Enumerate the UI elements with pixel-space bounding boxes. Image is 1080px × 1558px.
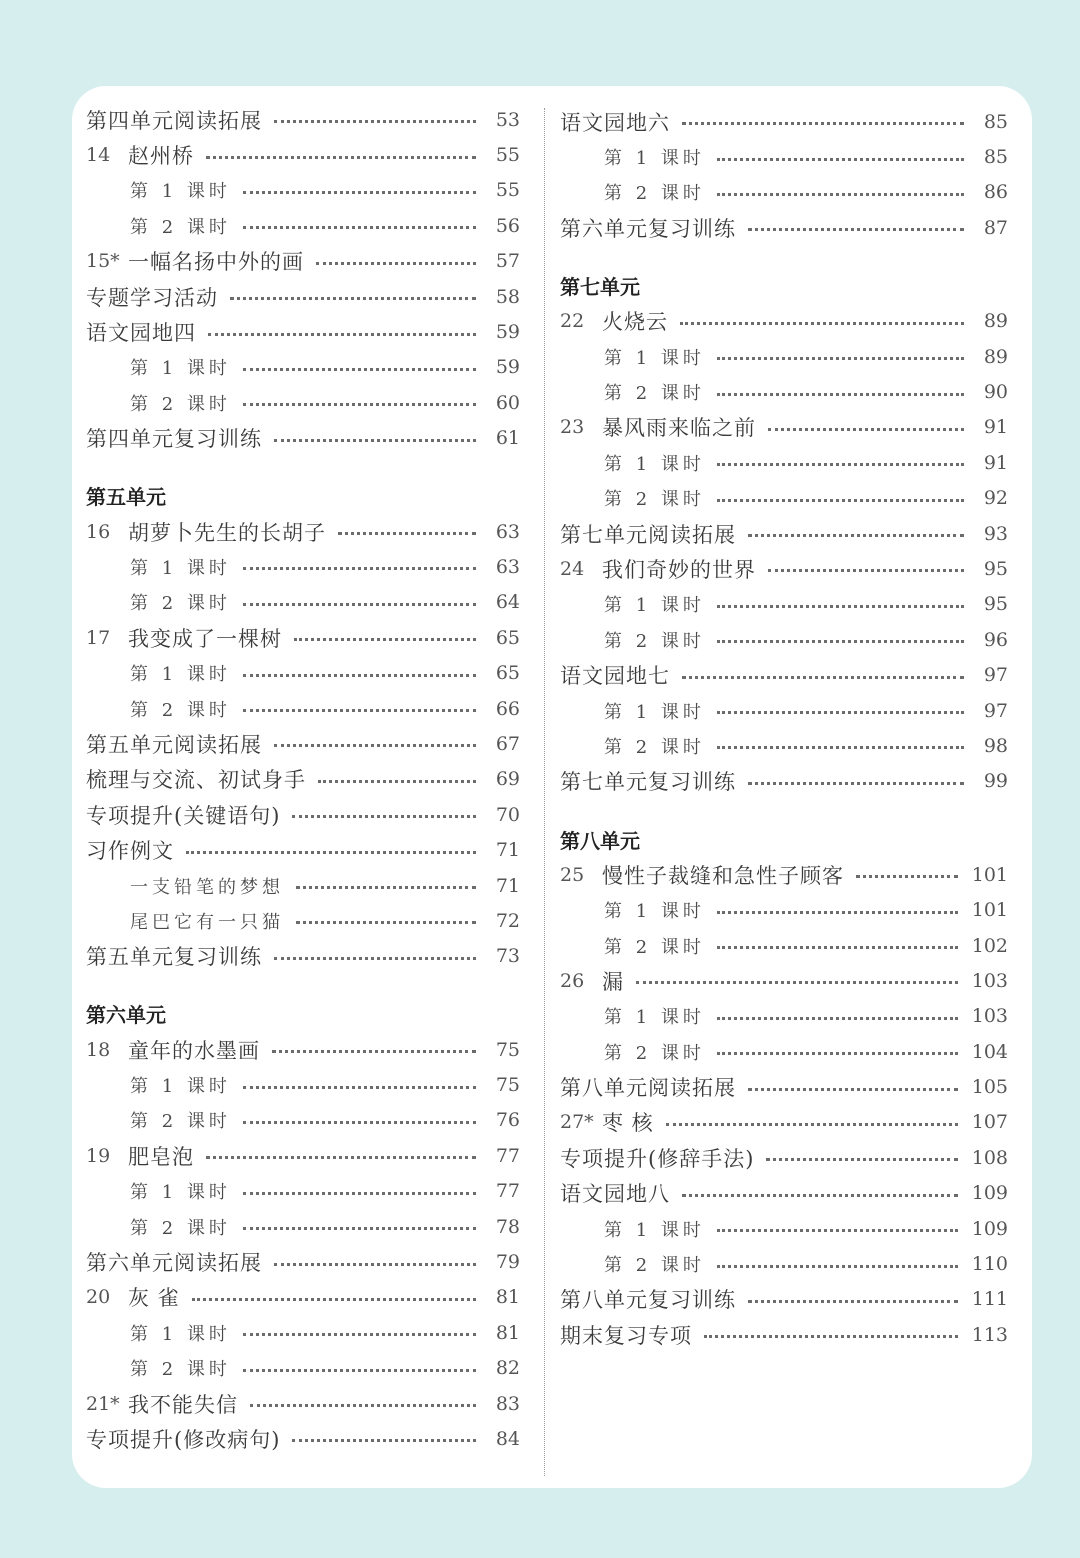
toc-entry[interactable] [560,304,1008,339]
entry-title: 第七单元复习训练 [560,770,736,795]
entry-title: 枣 核 [602,1111,654,1136]
page-number: 57 [495,250,520,273]
dot-leader [766,1158,957,1161]
page-number: 97 [983,664,1008,687]
toc-entry[interactable] [86,1280,520,1315]
page-number: 63 [495,520,520,543]
entry-title: 语文园地六 [560,110,670,135]
entry-title: 灰 雀 [128,1286,180,1311]
page-number: 55 [495,144,520,167]
entry-title: 赵州桥 [128,144,194,169]
page-number: 72 [495,909,520,932]
toc-subentry[interactable] [86,208,520,243]
lesson-number: 14 [86,144,111,167]
dot-leader [717,1229,958,1232]
entry-title: 肥皂泡 [128,1144,194,1169]
page-number: 70 [495,803,520,826]
toc-subentry[interactable] [86,1315,520,1350]
dot-leader [856,875,958,878]
entry-title: 我们奇妙的世界 [602,557,756,582]
entry-title: 第八单元复习训练 [560,1288,736,1313]
entry-title: 第六单元复习训练 [560,216,736,241]
dot-leader [704,1335,958,1338]
dot-leader [243,1227,476,1230]
toc-subentry[interactable] [86,1174,520,1209]
toc-subentry[interactable] [86,385,520,420]
dot-leader [243,1333,476,1336]
dot-leader [748,782,964,785]
dot-leader [717,499,964,502]
entry-title: 第 2 课时 [604,383,705,405]
toc-subentry[interactable] [86,585,520,620]
dot-leader [294,638,476,641]
toc-subentry[interactable] [86,1209,520,1244]
dot-leader [717,746,964,749]
toc-entry[interactable] [86,244,520,279]
page-number: 65 [495,662,520,685]
dot-leader [717,711,964,714]
toc-entry[interactable] [86,1244,520,1279]
toc-entry[interactable] [86,1032,520,1067]
entry-title: 第 1 课时 [130,181,231,203]
toc-entry[interactable] [560,1176,1008,1211]
toc-subentry[interactable] [86,1351,520,1386]
toc-entry[interactable] [560,1282,1008,1317]
dot-leader [717,357,964,360]
entry-title: 第 1 课时 [604,347,705,369]
entry-title: 第 1 课时 [604,453,705,475]
dot-leader [274,120,476,123]
page-number: 90 [983,381,1008,404]
page-number: 56 [495,214,520,237]
entry-title: 第 1 课时 [604,701,705,723]
dot-leader [717,393,964,396]
entry-title: 第 2 课时 [130,1359,231,1381]
dot-leader [296,921,476,924]
page-number: 97 [983,699,1008,722]
page-number: 101 [971,899,1008,922]
entry-title: 第 1 课时 [604,1007,705,1029]
dot-leader [243,603,476,606]
entry-title: 第 1 课时 [130,1323,231,1345]
dot-leader [243,368,476,371]
dot-leader [208,333,476,336]
entry-title: 梳理与交流、初试身手 [86,768,306,793]
entry-title: 我不能失信 [128,1392,238,1417]
page-number: 104 [971,1040,1008,1063]
toc-entry[interactable] [86,102,520,137]
entry-title: 语文园地八 [560,1182,670,1207]
page-number: 65 [495,626,520,649]
page-number: 107 [971,1111,1008,1134]
toc-entry[interactable] [560,1317,1008,1352]
page-number: 53 [495,108,520,131]
page-number: 83 [495,1392,520,1415]
page-number: 69 [495,768,520,791]
entry-title: 第 1 课时 [604,595,705,617]
entry-title: 第 2 课时 [130,699,231,721]
dot-leader [272,1050,476,1053]
page-number: 77 [495,1144,520,1167]
page-number: 79 [495,1251,520,1274]
entry-title: 专项提升(关键语句) [86,803,281,828]
toc-left-column [86,102,520,1457]
page-number: 61 [495,427,520,450]
page-number: 86 [983,181,1008,204]
page-number: 73 [495,945,520,968]
entry-title: 第 2 课时 [604,1255,705,1277]
entry-title: 第 2 课时 [130,1217,231,1239]
entry-title: 火烧云 [602,310,668,335]
toc-entry[interactable] [560,551,1008,586]
dot-leader [274,439,476,442]
page-number: 92 [983,487,1008,510]
page-number: 85 [983,110,1008,133]
page-number: 71 [495,839,520,862]
toc-subentry[interactable] [560,339,1008,374]
page-number: 59 [495,321,520,344]
lesson-number: 20 [86,1286,111,1309]
entry-title: 我变成了一棵树 [128,626,282,651]
dot-leader [243,191,476,194]
entry-title: 第 2 课时 [604,630,705,652]
toc-subentry[interactable] [86,1103,520,1138]
toc-subentry[interactable] [560,139,1008,174]
toc-subentry[interactable] [86,868,520,903]
toc-entry[interactable] [86,620,520,655]
dot-leader [250,1404,476,1407]
toc-entry[interactable] [560,104,1008,139]
lesson-number: 22 [560,310,585,333]
entry-title: 第 2 课时 [604,936,705,958]
entry-title: 专项提升(修辞手法) [560,1146,755,1171]
page-number: 95 [983,557,1008,580]
toc-entry[interactable] [86,832,520,867]
toc-subentry[interactable] [560,445,1008,480]
dot-leader [717,1017,958,1020]
dot-leader [243,674,476,677]
entry-title: 第 1 课时 [604,148,705,170]
page-number: 78 [495,1215,520,1238]
page-number: 81 [495,1321,520,1344]
lesson-number: 16 [86,520,111,543]
toc-subentry[interactable] [86,350,520,385]
dot-leader [717,605,964,608]
page-number: 103 [971,969,1008,992]
dot-leader [748,1088,958,1091]
entry-title: 第七单元阅读拓展 [560,522,736,547]
dot-leader [192,1298,476,1301]
entry-title: 第 2 课时 [604,183,705,205]
dot-leader [748,1300,958,1303]
page-number: 105 [971,1076,1008,1099]
entry-title: 一支铅笔的梦想 [130,876,284,898]
lesson-number: 19 [86,1144,111,1167]
page-number: 89 [983,310,1008,333]
dot-leader [296,886,476,889]
entry-title: 期末复习专项 [560,1323,692,1348]
page-number: 81 [495,1286,520,1309]
toc-entry[interactable] [560,410,1008,445]
page-number: 84 [495,1427,520,1450]
toc-entry[interactable] [86,314,520,349]
page-number: 76 [495,1109,520,1132]
dot-leader [338,532,476,535]
page-number: 103 [971,1005,1008,1028]
entry-title: 习作例文 [86,839,174,864]
dot-leader [682,1194,958,1197]
entry-title: 第 2 课时 [130,1111,231,1133]
page-number: 58 [495,285,520,308]
entry-title: 第四单元阅读拓展 [86,108,262,133]
dot-leader [243,709,476,712]
page-number: 75 [495,1038,520,1061]
dot-leader [717,193,964,196]
unit-heading: 第六单元 [86,1003,166,1028]
entry-title: 第四单元复习训练 [86,427,262,452]
entry-title: 第 1 课时 [130,1076,231,1098]
dot-leader [292,1439,476,1442]
page-number: 55 [495,179,520,202]
toc-entry[interactable] [560,963,1008,998]
dot-leader [243,1086,476,1089]
toc-entry[interactable] [560,1069,1008,1104]
column-divider [544,108,545,1476]
page-number: 91 [983,416,1008,439]
dot-leader [206,156,476,159]
toc-right-column [560,104,1008,1353]
toc-entry[interactable] [560,516,1008,551]
entry-title: 专项提升(修改病句) [86,1427,281,1452]
page-number: 99 [983,770,1008,793]
unit-heading: 第八单元 [560,828,640,853]
entry-title: 胡萝卜先生的长胡子 [128,520,326,545]
dot-leader [682,122,964,125]
entry-title: 第 1 课时 [130,1182,231,1204]
dot-leader [768,428,964,431]
entry-title: 语文园地四 [86,321,196,346]
toc-entry[interactable] [86,514,520,549]
entry-title: 专题学习活动 [86,285,218,310]
page-number: 59 [495,356,520,379]
dot-leader [768,569,964,572]
dot-leader [274,744,476,747]
page-number: 113 [971,1323,1008,1346]
page-number: 82 [495,1357,520,1380]
toc-subentry[interactable] [560,374,1008,409]
toc-subentry[interactable] [560,175,1008,210]
page-number: 63 [495,555,520,578]
toc-entry[interactable] [86,1138,520,1173]
page-number: 109 [971,1217,1008,1240]
entry-title: 语文园地七 [560,664,670,689]
toc-subentry[interactable] [560,999,1008,1034]
lesson-number: 18 [86,1038,111,1061]
dot-leader [243,1121,476,1124]
page-number: 91 [983,451,1008,474]
unit-heading: 第五单元 [86,485,166,510]
dot-leader [243,226,476,229]
toc-subentry[interactable] [560,693,1008,728]
dot-leader [717,1265,958,1268]
toc-subentry[interactable] [86,903,520,938]
lesson-number: 17 [86,626,111,649]
lesson-number: 27* [560,1111,594,1134]
dot-leader [243,403,476,406]
toc-entry[interactable] [86,279,520,314]
page-number: 111 [971,1288,1008,1311]
dot-leader [186,851,476,854]
entry-title: 暴风雨来临之前 [602,416,756,441]
dot-leader [206,1156,476,1159]
dot-leader [717,946,958,949]
dot-leader [318,780,476,783]
toc-entry[interactable] [86,1386,520,1421]
toc-page [72,86,1032,1488]
dot-leader [274,1263,476,1266]
lesson-number: 23 [560,416,585,439]
page-number: 77 [495,1180,520,1203]
dot-leader [274,957,476,960]
dot-leader [717,158,964,161]
page-number: 108 [971,1146,1008,1169]
dot-leader [717,1052,958,1055]
toc-subentry[interactable] [560,622,1008,657]
entry-title: 一幅名扬中外的画 [128,250,304,275]
dot-leader [717,640,964,643]
toc-entry[interactable] [560,1105,1008,1140]
page-number: 101 [971,863,1008,886]
toc-entry[interactable] [560,210,1008,245]
dot-leader [243,1369,476,1372]
toc-entry[interactable] [86,1421,520,1456]
dot-leader [717,463,964,466]
toc-subentry[interactable] [560,481,1008,516]
dot-leader [680,322,964,325]
dot-leader [636,981,958,984]
entry-title: 第 2 课时 [604,489,705,511]
entry-title: 第 2 课时 [604,1042,705,1064]
lesson-number: 15* [86,250,120,273]
entry-title: 第 1 课时 [604,1219,705,1241]
toc-subentry[interactable] [560,1211,1008,1246]
entry-title: 尾巴它有一只猫 [130,911,284,933]
toc-entry[interactable] [86,939,520,974]
entry-title: 第 1 课时 [130,664,231,686]
toc-subentry[interactable] [86,173,520,208]
entry-title: 第 2 课时 [130,216,231,238]
entry-title: 第六单元阅读拓展 [86,1251,262,1276]
lesson-number: 26 [560,969,585,992]
entry-title: 漏 [602,969,624,994]
page-number: 71 [495,874,520,897]
entry-title: 第八单元阅读拓展 [560,1076,736,1101]
toc-entry[interactable] [86,797,520,832]
page-number: 66 [495,697,520,720]
entry-title: 第 1 课时 [130,557,231,579]
dot-leader [243,567,476,570]
toc-entry[interactable] [560,764,1008,799]
entry-title: 第五单元阅读拓展 [86,732,262,757]
page-number: 64 [495,591,520,614]
entry-title: 第 1 课时 [130,358,231,380]
page-number: 87 [983,216,1008,239]
page-number: 89 [983,345,1008,368]
entry-title: 第 2 课时 [604,736,705,758]
page-number: 96 [983,628,1008,651]
page-number: 109 [971,1182,1008,1205]
toc-subentry[interactable] [86,1067,520,1102]
lesson-number: 21* [86,1392,120,1415]
dot-leader [748,228,964,231]
page-number: 67 [495,732,520,755]
toc-entry[interactable] [86,421,520,456]
page-number: 95 [983,593,1008,616]
entry-title: 慢性子裁缝和急性子顾客 [602,863,844,888]
toc-subentry[interactable] [560,892,1008,927]
toc-entry[interactable] [560,1140,1008,1175]
dot-leader [682,676,964,679]
toc-subentry[interactable] [560,728,1008,763]
page-number: 60 [495,391,520,414]
toc-subentry[interactable] [560,587,1008,622]
page-number: 75 [495,1074,520,1097]
toc-entry[interactable] [560,857,1008,892]
dot-leader [666,1123,958,1126]
toc-entry[interactable] [560,657,1008,692]
toc-subentry[interactable] [86,549,520,584]
lesson-number: 24 [560,557,585,580]
page-number: 93 [983,522,1008,545]
entry-title: 第 2 课时 [130,593,231,615]
toc-subentry[interactable] [86,691,520,726]
toc-entry[interactable] [86,762,520,797]
toc-subentry[interactable] [560,1034,1008,1069]
entry-title: 童年的水墨画 [128,1038,260,1063]
toc-entry[interactable] [86,137,520,172]
lesson-number: 25 [560,863,585,886]
toc-entry[interactable] [86,726,520,761]
toc-subentry[interactable] [86,655,520,690]
dot-leader [292,815,476,818]
entry-title: 第 2 课时 [130,393,231,415]
dot-leader [717,911,958,914]
toc-subentry[interactable] [560,1246,1008,1281]
page-number: 85 [983,146,1008,169]
page-number: 102 [971,934,1008,957]
dot-leader [316,262,476,265]
dot-leader [243,1192,476,1195]
unit-heading: 第七单元 [560,275,640,300]
toc-subentry[interactable] [560,928,1008,963]
entry-title: 第五单元复习训练 [86,945,262,970]
entry-title: 第 1 课时 [604,901,705,923]
dot-leader [230,297,476,300]
dot-leader [748,534,964,537]
page-number: 110 [971,1253,1008,1276]
page-number: 98 [983,734,1008,757]
